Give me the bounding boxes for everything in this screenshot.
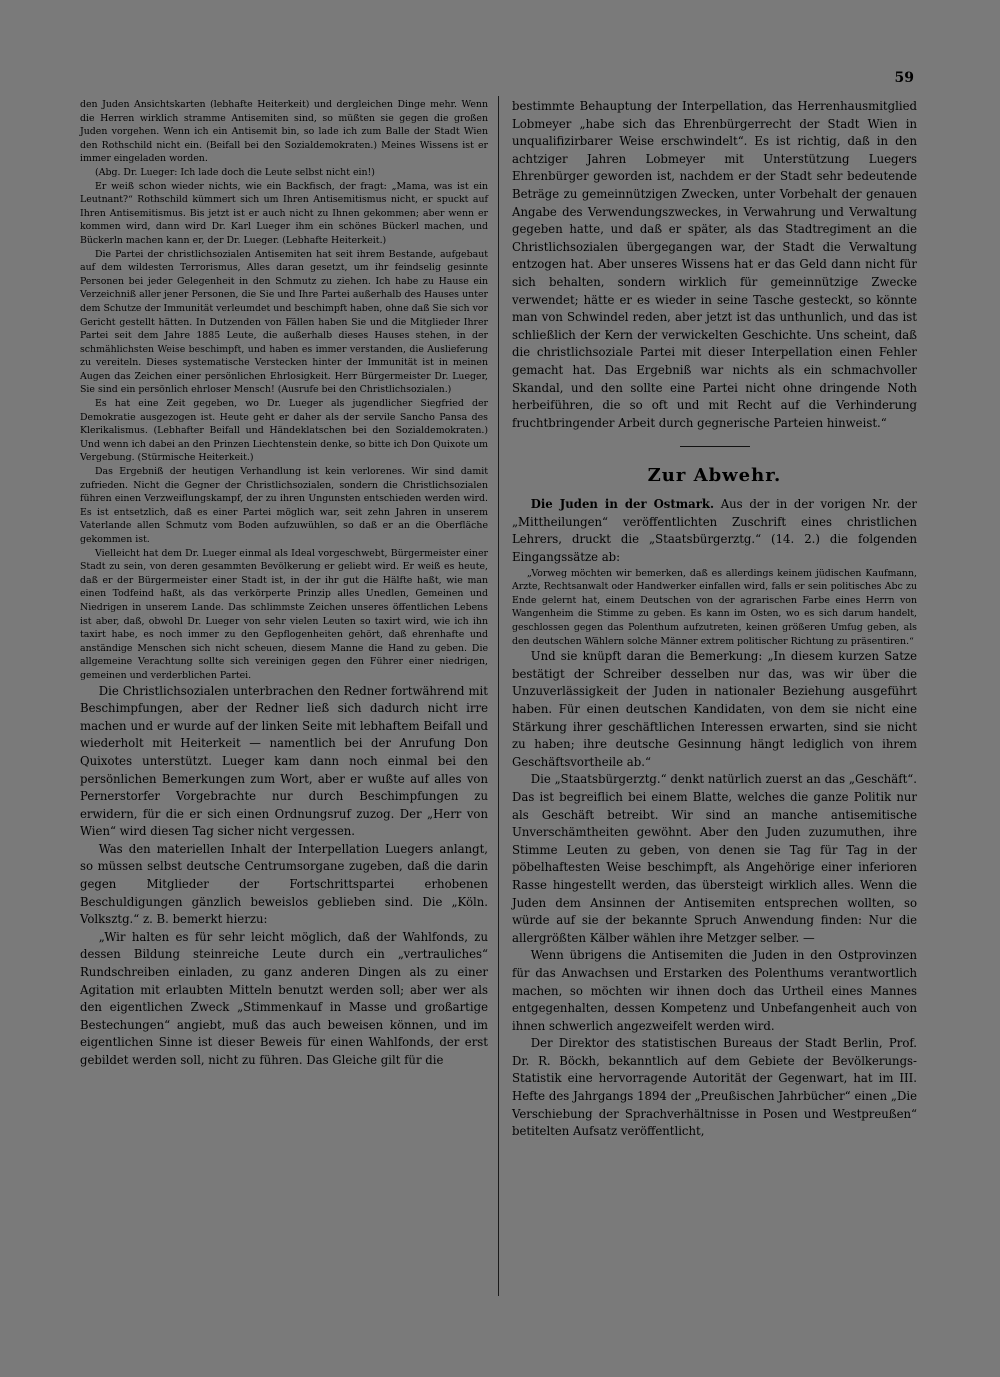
paragraph: Vielleicht hat dem Dr. Lueger einmal als Ideal vorgeschwebt, Bürgermeister einer Stadt zu sein, von deren gesammten Bevölkerung er geliebt wird. Er weiß es heute, daß er der Bürgermeister einer Stadt ist, in der ihr gut die Hälfte haßt, wie man einen Todfeind haßt, als das verkörperte Prinzip alles Unedlen, Gemeinen und Niedrigen in unserem Lande. Das schlimmste Zeichen unseres öffentlichen Lebens ist aber, daß, obwohl Dr. Lueger von sehr vielen Leuten so taxirt wird, wie ich ihn taxirt habe, es noch immer zu den Gepflogenheiten gehört, daß ehrenhafte und anständige Menschen sich nicht scheuen, diesem Manne die Hand zu geben. Die allgemeine Verachtung sollte sich vereinigen gegen den Führer einer niedrigen, gemeinen und verderblichen Partei. <box>80 547 488 681</box>
paragraph: Was den materiellen Inhalt der Interpellation Luegers anlangt, so müssen selbst deutsche Centrumsorgane zugeben, daß die darin gegen Mitglieder der Fortschrittspartei erhobenen Beschuldigungen gänzlich beweislos geblieben sind. Die „Köln. Volksztg.“ z. B. bemerkt hierzu: <box>80 841 488 927</box>
paragraph: Die Christlichsozialen unterbrachen den Redner fortwährend mit Beschimpfungen, aber der Redner ließ sich dadurch nicht irre machen und er wurde auf der linken Seite mit lebhaftem Beifall und wiederholt mit Heiterkeit — namentlich bei der Anrufung Don Quixotes unterstützt. Lueger kam dann noch einmal bei den persönlichen Bemerkungen zum Wort, aber er wußte auf alles von Pernerstorfer Vorgebrachte nur durch Beschimpfungen zu erwidern, für die er sich einen Ordnungsruf zuzog. Der „Herr von Wien“ wird diesen Tag sicher nicht vergessen. <box>80 683 488 839</box>
paragraph: den Juden Ansichtskarten (lebhafte Heiterkeit) und dergleichen Dinge mehr. Wenn die Herren wirklich stramme Antisemiten sind, so müßten sie gegen die großen Juden vorgehen. Wenn ich ein Antisemit bin, so lade ich zum Balle der Stadt Wien den Rothschild nicht ein. (Beifall bei den Sozialdemokraten.) Meines Wissens ist er immer eingeladen worden. <box>80 99 488 165</box>
paragraph: bestimmte Behauptung der Interpellation, das Herrenhausmitglied Lobmeyer „habe sich das Ehrenbürgerrecht der Stadt Wien in unqualifizirbarer Weise erschwindelt“. Es ist richtig, daß in den achtziger Jahren Lobmeyer mit Unterstützung Luegers Ehrenbürger geworden ist, nachdem er der Stadt sehr bedeutende Beträge zu gemeinnützigen Zwecken, unter Vorbehalt der genauen Angabe des Verwendungszweckes, in Verwahrung und Verwaltung gegeben hatte, und daß er später, als das Stadtregiment an die Christlichsozialen übergegangen war, der Stadt die Verwaltung entzogen hat. Aber unseres Wissens hat er das Geld dann nicht für sich behalten, sondern wirklich für gemeinnützige Zwecke verwendet; hätte er es wieder in seine Tasche gesteckt, so könnte man von Schwindel reden, aber jetzt ist das unthunlich, und das ist schließlich der Kern der verwickelten Geschichte. Uns scheint, daß die christlichsoziale Partei mit dieser Interpellation einen Fehler gemacht hat. Das Ergebniß war nichts als ein schmachvoller Skandal, und den sollte eine Partei nicht ohne dringende Noth herbeiführen, die so oft und mit Recht auf die Verhinderung fruchtbringender Arbeit durch gegnerische Parteien hinweist.“ <box>512 99 917 430</box>
column-divider <box>498 96 499 1296</box>
right-column <box>512 98 917 1141</box>
left-column <box>80 98 488 1070</box>
paragraph: „Wir halten es für sehr leicht möglich, daß der Wahlfonds, zu dessen Bildung steinreiche Leute durch ein „vertrauliches“ Rundschreiben einladen, zu ganz anderen Dingen als zu einer Agitation mit erlaubten Mitteln benutzt werden soll; aber wer als den eigentlichen Zweck „Stimmenkauf in Masse und großartige Bestechungen“ angiebt, muß das auch beweisen können, und im eigentlichen Sinne ist dieser Beweis für einen Wahlfonds, der erst gebildet werden soll, nicht zu führen. Das Gleiche gilt für die <box>80 929 488 1067</box>
paragraph: Es hat eine Zeit gegeben, wo Dr. Lueger als jugendlicher Siegfried der Demokratie ausgezogen ist. Heute geht er daher als der servile Sancho Pansa des Klerikalismus. (Lebhafter Beifall und Händeklatschen bei den Sozialdemokraten.) Und wenn ich dabei an den Prinzen Liechtenstein denke, so bitte ich Don Quixote um Vergebung. (Stürmische Heiterkeit.) <box>80 398 488 464</box>
paragraph: Wenn übrigens die Antisemiten die Juden in den Ostprovinzen für das Anwachsen und Erstarken des Polenthums verantwortlich machen, so möchten wir ihnen doch das Urtheil eines Mannes entgegenhalten, dessen Kompetenz und Unbefangenheit auch von ihnen schwerlich angezweifelt werden wird. <box>512 948 917 1033</box>
paragraph: Die Partei der christlichsozialen Antisemiten hat seit ihrem Bestande, aufgebaut auf dem wildesten Terrorismus, Alles daran gesetzt, um ihr feindselig gesinnte Personen bei jeder Gelegenheit in den Schmutz zu ziehen. Ich habe zu Hause ein Verzeichniß aller jener Personen, die Sie und Ihre Partei außerhalb des Hauses unter dem Schutze der Immunität verleumdet und beschimpft haben, ohne daß Sie sich vor Gericht gestellt hätten. In Dutzenden von Fällen haben Sie und die Mitglieder Ihrer Partei seit dem Jahre 1885 Leute, die außerhalb dieses Hauses stehen, in der schmählichsten Weise beschimpft, und haben es immer verstanden, die Auslieferung zu vereiteln. Dieses systematische Verstecken hinter der Immunität ist in meinen Augen das Zeichen einer persönlichen Ehrlosigkeit. Herr Bürgermeister Dr. Lueger, Sie sind ein persönlich ehrloser Mensch! (Ausrufe bei den Christlichsozialen.) <box>80 248 488 396</box>
section-heading: Zur Abwehr. <box>647 465 782 487</box>
paragraph: (Abg. Dr. Lueger: Ich lade doch die Leute selbst nicht ein!) <box>95 166 375 178</box>
paragraph: Der Direktor des statistischen Bureaus der Stadt Berlin, Prof. Dr. R. Böckh, bekanntlich auf dem Gebiete der Bevölkerungs-Statistik eine hervorragende Autorität der Gegenwart, hat im III. Hefte des Jahrgangs 1894 der „Preußischen Jahrbücher“ einen „Die Verschiebung der Sprachverhältnisse in Posen und Westpreußen“ betitelten Aufsatz veröffentlicht, <box>512 1036 917 1139</box>
quote-paragraph: „Vorweg möchten wir bemerken, daß es allerdings keinem jüdischen Kaufmann, Arzte, Rechtsanwalt oder Handwerker einfallen wird, falls er sein politisches Abc zu Ende gelernt hat, einem Deutschen von der agrarischen Farbe eines Herrn von Wangenheim die Stimme zu geben. Es kann im Osten, wo es sich darum handelt, geschlossen gegen das Polenthum aufzutreten, keinen größeren Umfug geben, als den deutschen Wählern solche Männer extrem politischer Richtung zu präsentiren.“ <box>512 567 917 647</box>
page-number: 59 <box>894 70 914 86</box>
paragraph: Und sie knüpft daran die Bemerkung: „In diesem kurzen Satze bestätigt der Schreiber desselben nur das, was wir über die Unzuverlässigkeit der Juden in nationaler Beziehung ausgeführt haben. Für einen deutschen Kandidaten, von dem sie nicht eine Stärkung ihrer geschäftlichen Interessen erwarten, sind sie nicht zu haben; ihre deutsche Gesinnung hängt lediglich von ihrem Geschäftsvortheile ab.“ <box>512 649 917 769</box>
section-separator <box>680 446 750 447</box>
paragraph: Das Ergebniß der heutigen Verhandlung ist kein verlorenes. Wir sind damit zufrieden. Nicht die Gegner der Christlichsozialen, sondern die Christlichsozialen führen einen Verzweiflungskampf, der zu ihren Ungunsten entschieden werden wird. Es ist entsetzlich, daß es einer Partei möglich war, seit zehn Jahren in unserem Vaterlande allen Schmutz vom Boden aufzuwühlen, so daß er an die Oberfläche gekommen ist. <box>80 466 488 545</box>
lead-text: Aus der in der vorigen Nr. der „Mittheilungen“ veröffentlichten Zuschrift eines christlichen Lehrers, druckt die „Staatsbürgerztg.“ (14. 2.) die folgenden Eingangssätze ab: <box>512 497 917 565</box>
lead-paragraph <box>512 496 917 566</box>
paragraph: Die „Staatsbürgerztg.“ denkt natürlich zuerst an das „Geschäft“. Das ist begreiflich bei einem Blatte, welches die ganze Politik nur als Geschäft betreibt. Wir sind an manche antisemitische Unverschämtheiten gewöhnt. Aber den Juden zuzumuthen, ihre Stimme Leuten zu geben, von denen sie Tag für Tag in der pöbelhaftesten Weise beschimpft, als Angehörige einer inferioren Rasse hingestellt werden, das übersteigt wirklich alles. Wenn die Juden dem Ansinnen der Antisemiten entsprechen wollten, so würde auf sie der bekannte Spruch Anwendung finden: Nur die allergrößten Kälber wählen ihre Metzger selber. — <box>512 772 917 945</box>
article-subheading: Die Juden in der Ostmark. <box>530 497 715 512</box>
paragraph: Er weiß schon wieder nichts, wie ein Backfisch, der fragt: „Mama, was ist ein Leutnant?“ Rothschild kümmert sich um Ihren Antisemitismus nicht, er spuckt auf Ihren Antisemitismus. Bis jetzt ist er auch nicht zu Ihnen gekommen; aber wenn er kommen wird, dann wird Dr. Karl Lueger ihm ein schönes Bückerl machen, und Bückerln machen kann er, der Dr. Lueger. (Lebhafte Heiterkeit.) <box>80 180 488 246</box>
